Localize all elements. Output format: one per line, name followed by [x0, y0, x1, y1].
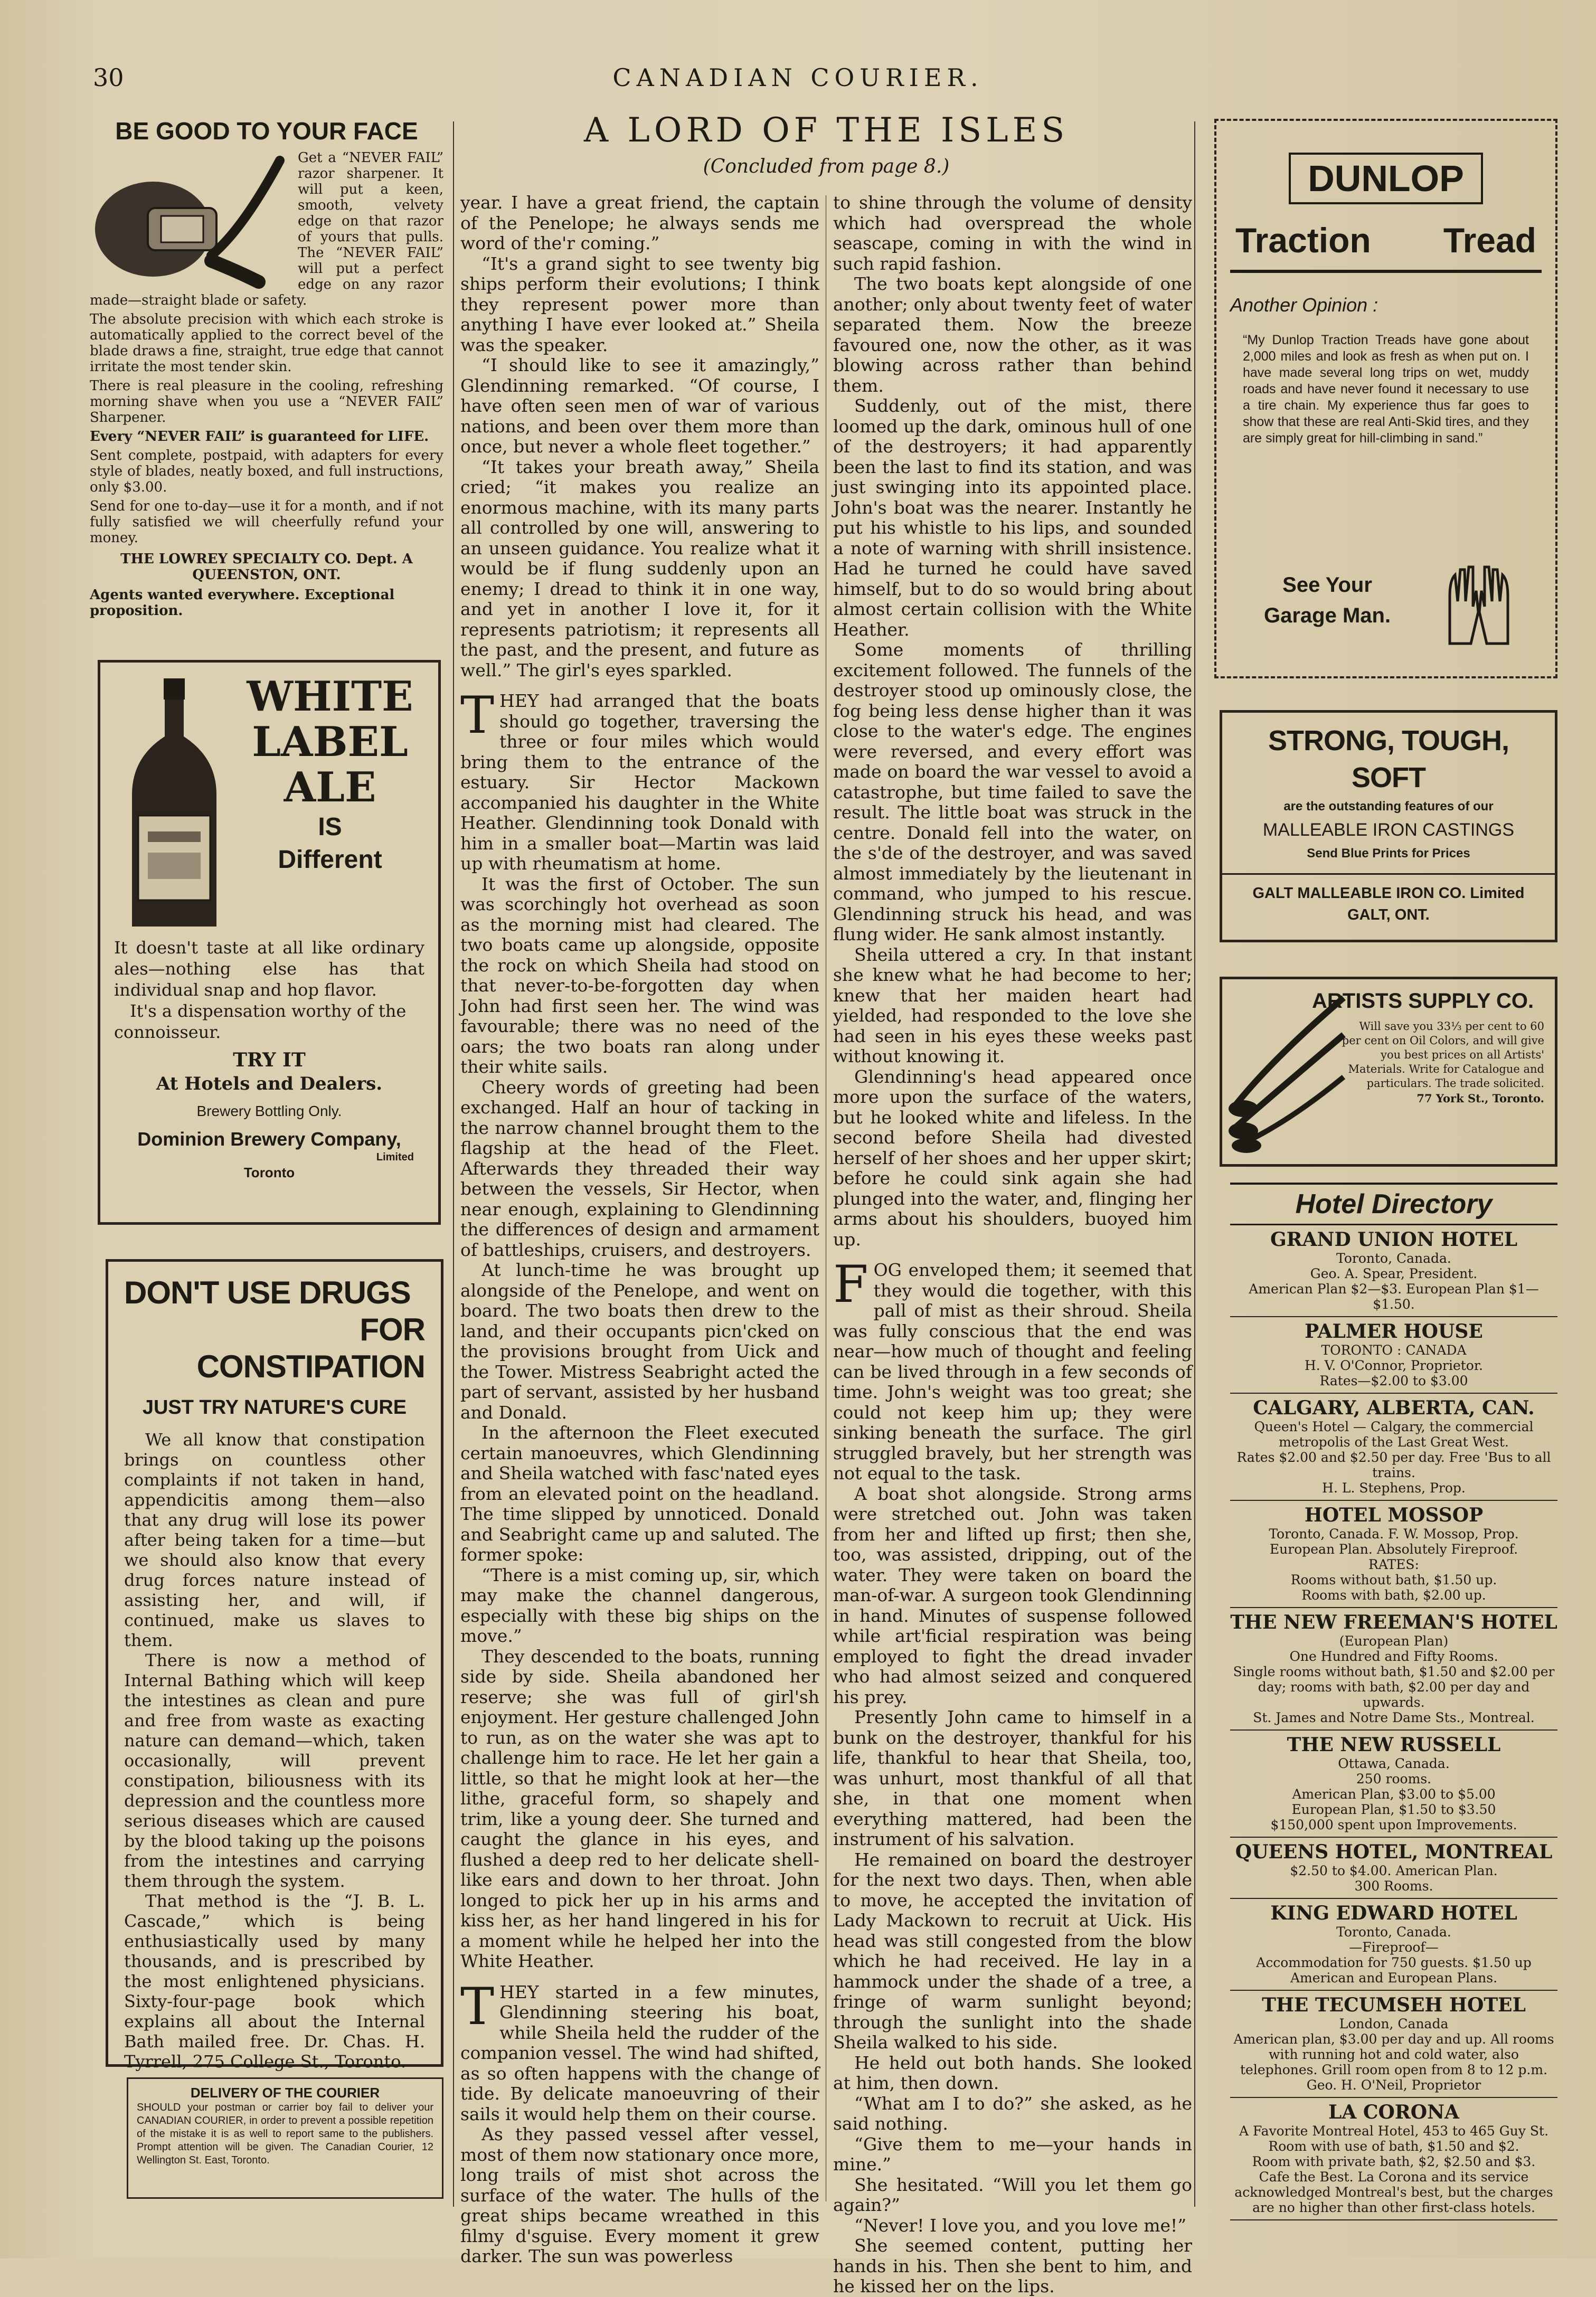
hotel-detail: Rooms without bath, $1.50 up.: [1290, 1572, 1497, 1587]
hotel-name: HOTEL MOSSOP: [1304, 1504, 1484, 1526]
story-paragraph: Sheila uttered a cry. In that instant she knew what he had become to her; knew that her maiden heart had yielded, had responded to the love she had seen in his eyes these weeks past without knowing it.: [833, 944, 1192, 1066]
ale-where: At Hotels and Dealers.: [156, 1073, 383, 1094]
hotel-detail: American and European Plans.: [1290, 1970, 1498, 1986]
hotel-detail: TORONTO : CANADA: [1321, 1343, 1467, 1358]
hotel-entry: [1230, 1731, 1557, 1838]
hotel-detail: American Plan $2—$3. European Plan $1—$1.50.: [1249, 1281, 1539, 1312]
galt-city: GALT, ONT.: [1347, 906, 1430, 923]
story-paragraph: Suddenly, out of the mist, there loomed up the dark, ominous hull of one of the destroyers; it had apparently been the last to find its station, and was just swinging into its appointed place. John's boat was the nearer. Instantly he put his whistle to his lips, and sounded a note of warning with shrill insistence. Had he turned he could have saved himself, but to do so would bring about almost certain collision with the White Heather.: [833, 395, 1192, 640]
razor-ad: [90, 116, 443, 634]
ale-city: Toronto: [243, 1165, 295, 1180]
artists-body: Will save you 33⅓ per cent to 60 per cent on Oil Colors, and will give you best prices on all Artists' Materials. Write for Catalogue and particulars. The trade solicited.: [1342, 1020, 1544, 1090]
story-paragraph: “What am I to do?” she asked, as he said nothing.: [833, 2093, 1192, 2134]
drugs-headline-2: FOR CONSTIPATION: [196, 1312, 425, 1384]
hotel-name: THE TECUMSEH HOTEL: [1262, 1994, 1526, 2016]
story-paragraph: Presently John came to himself in a bunk on the destroyer, thankful for his life, thankful to hear that Sheila, too, was unhurt, most thankful of all that she, in that one moment when everything mattered, had been the instrument of his salvation.: [833, 1707, 1192, 1849]
story-paragraph: Some moments of thrilling excitement followed. The funnels of the destroyer stood up ominously close, the fog being less dense higher than it was close to the water's edge. The engines were reversed, and every effort was made on board the war vessel to avoid a catastrophe, but time failed to save the result. The little boat was struck in the centre. Donald fell into the water, on the s'de of the destroyer, and was saved almost immediately by the lieutenant in command, who jumped to his rescue. Glendinning struck his head, and was flung wider. He sank almost instantly.: [833, 639, 1192, 944]
hotel-detail: Queen's Hotel — Calgary, the commercial metropolis of the Last Great West.: [1254, 1419, 1534, 1450]
hotel-name: CALGARY, ALBERTA, CAN.: [1253, 1397, 1535, 1419]
story-paragraph: “It's a grand sight to see twenty big ships perform their evolutions; I think they represent power more than anything I have ever looked at.” Sheila was the speaker.: [460, 253, 819, 355]
drugs-subheadline: JUST TRY NATURE'S CURE: [142, 1396, 407, 1419]
story-paragraph: As they passed vessel after vessel, most of them now stationary once more, long trails of mist shot across the surface of the water. The hulls of the great ships became wreathed in this filmy d'sguise. Every moment it grew darker. The sun was powerless: [460, 2124, 819, 2266]
story-paragraph: THEY had arranged that the boats should go together, traversing the three or four miles which would bring them to the entrance of the estuary. Sir Hector Mackown accompanied his daughter in the White Heather. Glendinning took Donald with him in a smaller boat—Martin was laid up with rheumatism at home.: [460, 686, 819, 874]
hotel-detail: $150,000 spent upon Improvements.: [1270, 1817, 1517, 1832]
hotel-detail: H. V. O'Connor, Proprietor.: [1305, 1358, 1483, 1373]
razor-headline: BE GOOD TO YOUR FACE: [115, 117, 418, 145]
story-paragraph: She seemed content, putting her hands in his. Then she bent to him, and he kissed her on the lips.: [833, 2235, 1192, 2296]
razor-guarantee: Every “NEVER FAIL” is guaranteed for LIFE.: [90, 429, 429, 445]
ale-headline-different: Different: [278, 846, 382, 874]
story-paragraph: “Never! I love you, and you love me!”: [854, 2215, 1187, 2236]
razor-sharpener-illustration: [90, 150, 290, 287]
page-header: [84, 63, 1512, 106]
dunlop-opinion-title: Another Opinion :: [1230, 294, 1378, 316]
story-paragraph: The two boats kept alongside of one another; only about twenty feet of water separated them. Now the breeze favoured one, now the other, as it was blowing across rather than behind them.: [833, 273, 1192, 396]
hotel-detail: Rates—$2.00 to $3.00: [1319, 1373, 1468, 1388]
hotel-detail: Accommodation for 750 guests. $1.50 up: [1256, 1955, 1532, 1970]
galt-company: GALT MALLEABLE IRON CO. Limited: [1252, 885, 1525, 902]
drop-cap: F: [833, 1255, 868, 1314]
hotel-detail: London, Canada: [1339, 2016, 1449, 2031]
hotel-detail: Rates $2.00 and $2.50 per day. Free 'Bus to all trains.: [1236, 1450, 1551, 1480]
hotel-entry: [1230, 1501, 1557, 1608]
page-number: 30: [93, 63, 124, 92]
hotel-detail: European Plan, $1.50 to $3.50: [1291, 1802, 1496, 1817]
story-paragraph: Glendinning's head appeared once more upon the surface of the waters, but he looked white and lifeless. In the second before Sheila had divested herself of her shoes and her upper skirt; before he could sink again she had plunged into the water, and, flinging her arms about his shoulders, buoyed him up.: [833, 1066, 1192, 1250]
ale-headline-white: WHITE: [247, 673, 413, 721]
hotel-entry: [1230, 1608, 1557, 1731]
story-paragraph: to shine through the volume of density which had overspread the whole seascape, coming in with the wind in such rapid fashion.: [833, 192, 1192, 274]
hotel-detail: 300 Rooms.: [1354, 1878, 1433, 1894]
hotel-entry: [1230, 1225, 1557, 1317]
razor-company: THE LOWREY SPECIALTY CO. Dept. A QUEENSTON, ONT.: [120, 551, 413, 583]
hotel-detail: Cafe the Best. La Corona and its service acknowledged Montreal's best, but the charges are no higher than other first-class hotels.: [1234, 2169, 1553, 2215]
hotel-directory-title: Hotel Directory: [1230, 1185, 1557, 1225]
ale-headline-label: LABEL: [252, 718, 408, 766]
hotel-entry: [1230, 1899, 1557, 1991]
hotel-detail: American Plan, $3.00 to $5.00: [1292, 1786, 1496, 1802]
hotel-name: THE NEW FREEMAN'S HOTEL: [1230, 1611, 1557, 1633]
column-rule: [453, 121, 454, 2207]
story-paragraph: She hesitated. “Will you let them go again?”: [833, 2174, 1192, 2215]
hotel-detail: Room with private bath, $2, $2.50 and $3.: [1252, 2154, 1536, 2169]
publication-name: CANADIAN COURIER.: [612, 63, 984, 92]
galt-headline: STRONG, TOUGH, SOFT: [1268, 725, 1509, 793]
story-paragraph: At lunch-time he was brought up alongside of the Penelope, and went on board. The two boats then drew to the land, and their occupants picn'cked on the provisions brought from Uick and the Tower. Mistress Seabright acted the part of servant, assisted by her husband and Donald.: [460, 1260, 819, 1423]
dunlop-brand: DUNLOP: [1289, 153, 1483, 204]
razor-paragraph: There is real pleasure in the cooling, refreshing morning shave when you use a “NEVER FAIL” Sharpener.: [90, 378, 443, 426]
delivery-title: DELIVERY OF THE COURIER: [190, 2085, 380, 2101]
hotel-detail: H. L. Stephens, Prop.: [1322, 1480, 1466, 1496]
drugs-paragraph: That method is the “J. B. L. Cascade,” which is being enthusiastically used by many thousands, and is prescribed by the most enlightened physicians. Sixty-four-page book which explains all about the Internal Bath mailed free. Dr. Chas. H. Tyrrell, 275 College St., Toronto.: [124, 1891, 425, 2072]
razor-intro: Get a “NEVER FAIL” razor sharpener. It will put a keen, smooth, velvety edge on that razor of yours that pulls. The “NEVER FAIL” will put a perfect edge on any razor made—straight blade or safety.: [90, 150, 443, 308]
story-paragraph: A boat shot alongside. Strong arms were stretched out. John was taken from her and lifted up first; then she, too, was assisted, dripping, out of the water. They were taken on board the man-of-war. A surgeon took Glendinning in hand. Minutes of suspense followed while art'ficial respiration was being employed to fight the dread invader who had almost seized and conquered his prey.: [833, 1483, 1192, 1707]
hotel-name: LA CORONA: [1328, 2101, 1459, 2123]
ale-body: It doesn't taste at all like ordinary ales—nothing else has that individual snap and hop flavor.: [114, 938, 424, 1000]
hotel-name: KING EDWARD HOTEL: [1270, 1902, 1517, 1924]
story-paragraph: year. I have a great friend, the captain of the Penelope; he always sends me word of the'r coming.”: [460, 192, 819, 253]
artists-title: ARTISTS SUPPLY CO.: [1312, 989, 1534, 1013]
constipation-ad: [106, 1259, 443, 2072]
story-paragraph: THEY started in a few minutes, Glendinning steering his boat, while Sheila held the rudder of the companion vessel. The wind had shifted, as so often happens with the change of tide. By delicate manoeuvring of their sails it would help them on their course.: [460, 1977, 819, 2124]
story-paragraph: “Give them to me—your hands in mine.”: [833, 2133, 1192, 2175]
hotel-name: QUEENS HOTEL, MONTREAL: [1235, 1841, 1553, 1863]
hotel-detail: Ottawa, Canada.: [1338, 1756, 1450, 1771]
hotel-detail: One Hundred and Fifty Rooms.: [1289, 1649, 1498, 1664]
story-paragraph: He held out both hands. She looked at him, then down.: [833, 2052, 1192, 2093]
drugs-paragraph: There is now a method of Internal Bathing which will keep the intestines as clean and pure and free from waste as exacting nature can demand—which, taken occasionally, will prevent constipation, biliousness with its depression and the countless more serious diseases which are caused by the blood taking up the poisons from the intestines and carrying them through the system.: [124, 1650, 425, 1891]
razor-paragraph: The absolute precision with which each stroke is automatically applied to the correct bevel of the blade draws a fine, straight, true edge that cannot irritate the most tender skin.: [90, 311, 443, 375]
dunlop-product-tread: Tread: [1443, 221, 1536, 260]
hands-icon: [1439, 559, 1518, 649]
ale-limited: Limited: [376, 1151, 414, 1163]
hotel-detail: American plan, $3.00 per day and up. All rooms with running hot and cold water, also telephones. Grill room open from 8 to 12 p.m.: [1233, 2031, 1554, 2077]
hotel-entry: [1230, 1317, 1557, 1394]
razor-paragraph: Send for one to-day—use it for a month, and if not fully satisfied we will cheerfully refund your money.: [90, 498, 443, 546]
hotel-name: PALMER HOUSE: [1305, 1320, 1483, 1343]
razor-agents: Agents wanted everywhere. Exceptional proposition.: [90, 587, 395, 619]
story-paragraph: In the afternoon the Fleet executed certain manoeuvres, which Glendinning and Sheila watched with fasc'nated eyes from an elevated point on the headland. The time slipped by unnoticed. Donald and Seabright came up and saluted. The former spoke:: [460, 1422, 819, 1565]
hotel-detail: RATES:: [1368, 1557, 1419, 1572]
ale-headline-is: IS: [318, 813, 342, 841]
hotel-detail: Toronto, Canada. F. W. Mossop, Prop.: [1269, 1526, 1519, 1542]
dunlop-cta-2: Garage Man.: [1264, 604, 1391, 627]
ale-bottle-illustration: [121, 678, 227, 932]
story-paragraph: FOG enveloped them; it seemed that they would die together, with this pall of mist as their shroud. Sheila was fully conscious that the end was near—how much of thought and feeling can be lived through in a few seconds of time. John's weight was too great; she could not keep him up; they were sinking beneath the surface. The girl struggled bravely, but her strength was not equal to the task.: [833, 1255, 1192, 1483]
story-paragraph: “It takes your breath away,” Sheila cried; “it makes you realize an enormous machine, with its many parts all controlled by one will, answering to an unseen guidance. You realize what it would be if flung suddenly upon an enemy; I dread to think it in one way, and yet in another I love it, for it represents patriotism; it represents all the past, and the present, and future as well.” The girl's eyes sparkled.: [460, 456, 819, 680]
hotel-list: [1230, 1225, 1557, 2220]
story-subtitle: (Concluded from page 8.): [703, 156, 950, 177]
hotel-entry: [1230, 1838, 1557, 1899]
paintbrushes-illustration: [1227, 987, 1349, 1156]
story-paragraph: They descended to the boats, running side by side. Sheila abandoned her reserve; she was full of girl'sh enjoyment. Her gesture challenged John to run, as on the water she was apt to challenge him to race. He let her gain a little, so that he might look at her—the lithe, graceful form, so shapely and trim, like a young deer. She turned and caught the glance in his eyes, and flushed a deep red to her delicate shell-like ears and down to her throat. John longed to pick her up in his arms and kiss her, as her hand lingered in his for a moment while he helped her into the White Heather.: [460, 1646, 819, 1971]
galt-features: are the outstanding features of our: [1283, 799, 1494, 814]
dunlop-cta-1: See Your: [1282, 573, 1372, 597]
ale-body: It's a dispensation worthy of the connoisseur.: [114, 1001, 407, 1042]
dunlop-quote: “My Dunlop Traction Treads have gone about 2,000 miles and look as fresh as when put on. I have made several long trips on wet, muddy roads and have never found it necessary to use a tire chain. My experience thus far goes to show that these are real Anti-Skid tires, and they are simply great for hill-climbing in sand.”: [1243, 333, 1529, 446]
drugs-paragraph: We all know that constipation brings on countless other complaints if not taken in hand, appendicitis among them—also that any drug will lose its power after being taken for a time—but we should also know that every drug forces nature instead of assisting her, and will, if continued, make us slaves to them.: [124, 1430, 425, 1650]
story-paragraph: It was the first of October. The sun was scorchingly hot overhead as soon as the morning mist had cleared. The two boats came up alongside, opposite the rock on which Sheila had stood on that never-to-be-forgotten day when John had first seen her. The wind was favourable; there was no need of the oars; the two boats ran along under their white sails.: [460, 873, 819, 1077]
ale-headline-ale: ALE: [284, 763, 376, 811]
hotel-detail: —Fireproof—: [1349, 1940, 1439, 1955]
column-rule: [1194, 121, 1195, 2207]
hotel-detail: Geo. H. O'Neil, Proprietor: [1306, 2077, 1481, 2093]
ale-bottling: Brewery Bottling Only.: [196, 1103, 342, 1119]
hotel-detail: Toronto, Canada.: [1336, 1251, 1451, 1266]
drugs-headline-1: DON'T USE DRUGS: [124, 1275, 411, 1310]
hotel-detail: Rooms with bath, $2.00 up.: [1301, 1587, 1486, 1603]
hotel-detail: $2.50 to $4.00. American Plan.: [1290, 1863, 1498, 1878]
razor-paragraph: Sent complete, postpaid, with adapters for every style of blades, neatly boxed, and full instructions, only $3.00.: [90, 448, 443, 495]
ale-company: Dominion Brewery Company,: [137, 1128, 401, 1150]
dunlop-product-traction: Traction: [1235, 221, 1371, 260]
hotel-name: GRAND UNION HOTEL: [1270, 1228, 1518, 1251]
hotel-detail: European Plan. Absolutely Fireproof.: [1269, 1542, 1518, 1557]
hotel-entry: [1230, 1991, 1557, 2098]
hotel-detail: Single rooms without bath, $1.50 and $2.00 per day; rooms with bath, $2.00 per day and upwards.: [1233, 1664, 1555, 1710]
story-title: A LORD OF THE ISLES: [583, 111, 1069, 150]
hotel-name: THE NEW RUSSELL: [1287, 1734, 1501, 1756]
galt-product: MALLEABLE IRON CASTINGS: [1262, 820, 1515, 840]
drop-cap: T: [460, 1977, 495, 2036]
story-paragraph: He remained on board the destroyer for the next two days. Then, when able to move, he accepted the invitation of Lady Mackown to recruit at Uick. His head was still congested from the blow which he had received. He lay in a hammock under the shade of a tree, a fringe of warm sunlight beyond; through the sunlight into the shade Sheila walked to his side.: [833, 1849, 1192, 2053]
drop-cap: T: [460, 686, 495, 745]
hotel-detail: Room with use of bath, $1.50 and $2.: [1268, 2139, 1519, 2154]
hotel-detail: Geo. A. Spear, President.: [1310, 1266, 1478, 1281]
hotel-directory: [1230, 1183, 1557, 2215]
story-paragraph: “There is a mist coming up, sir, which may make the channel dangerous, especially with these big ships on the move.”: [460, 1564, 819, 1646]
story-paragraph: “I should like to see it amazingly,” Glendinning remarked. “Of course, I have often seen men of war of various nations, and been over them more than once, but never a whole fleet together.”: [460, 355, 819, 457]
delivery-body: SHOULD your postman or carrier boy fail to deliver your CANADIAN COURIER, in order to prevent a possible repetition of the mistake it is as well to report same to the publishers. Prompt attention will be given. The Canadian Courier, 12 Wellington St. East, Toronto.: [137, 2102, 433, 2166]
white-label-ale-ad: [98, 660, 441, 1225]
delivery-notice: [127, 2077, 443, 2199]
dunlop-ad: [1214, 119, 1557, 678]
galt-prints: Send Blue Prints for Prices: [1307, 846, 1470, 861]
hotel-detail: (European Plan): [1339, 1633, 1449, 1649]
hotel-detail: Toronto, Canada.: [1336, 1924, 1451, 1940]
hotel-entry: [1230, 1394, 1557, 1501]
hotel-detail: St. James and Notre Dame Sts., Montreal.: [1253, 1710, 1535, 1725]
story-column-2: [833, 192, 1192, 2296]
hotel-entry: [1230, 2098, 1557, 2220]
artists-supply-ad: [1220, 977, 1557, 1167]
hotel-detail: A Favorite Montreal Hotel, 453 to 465 Guy St.: [1239, 2123, 1549, 2139]
hotel-detail: 250 rooms.: [1356, 1771, 1432, 1786]
ale-try-it: TRY IT: [233, 1049, 306, 1071]
story-column-1: [460, 192, 819, 2266]
story-paragraph: Cheery words of greeting had been exchanged. Half an hour of tacking in the narrow channel brought them to the flagship at the head of the Fleet. Afterwards they threaded their way between the vessels, Sir Hector, when near enough, explaining to Glendinning the differences of design and armament of battleships, cruisers, and destroyers.: [460, 1076, 819, 1260]
artists-address: 77 York St., Toronto.: [1416, 1092, 1544, 1105]
galt-malleable-iron-ad: [1220, 710, 1557, 942]
